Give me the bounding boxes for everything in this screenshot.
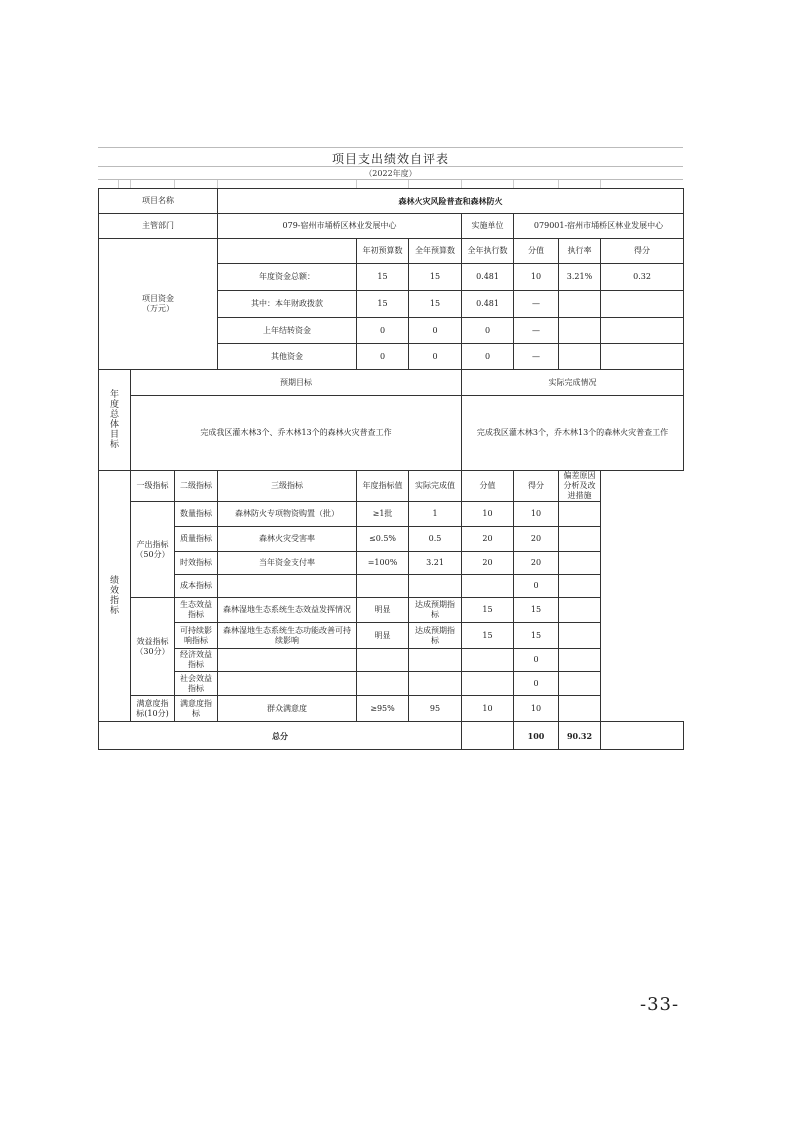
funds-header: 年初预算数 [357, 239, 409, 264]
indicator-target: ≥1批 [357, 502, 409, 527]
department-value: 079-宿州市埇桥区林业发展中心 [218, 214, 462, 239]
funds-score [601, 318, 684, 344]
indicator-actual: 95 [409, 696, 462, 722]
indicator-level2: 质量指标 [175, 527, 218, 552]
indicator-actual: 0.5 [409, 527, 462, 552]
indicator-actual: 1 [409, 502, 462, 527]
indicator-level3: 当年资金支付率 [218, 552, 357, 575]
table-title: 项目支出绩效自评表 [331, 152, 449, 166]
indicator-level3: 森林湿地生态系统生态效益发挥情况 [218, 598, 357, 623]
indicator-level2: 数量指标 [175, 502, 218, 527]
funds-initial: 0 [357, 318, 409, 344]
indicator-level2: 社会效益 指标 [175, 672, 218, 696]
funds-annual: 0 [409, 344, 462, 370]
indicators-label: 绩 效 指 标 [99, 471, 131, 722]
title-rule [98, 166, 683, 167]
indicator-score: 0 [514, 649, 559, 672]
indicator-score: 10 [514, 502, 559, 527]
funds-executed: 0.481 [462, 264, 514, 291]
indicator-deviation [559, 672, 601, 696]
indicator-level3: 森林湿地生态系统生态功能改善可持续影响 [218, 623, 357, 649]
indicator-value [462, 575, 514, 598]
goals-header-row [99, 370, 684, 396]
funds-label: 项目资金 （万元） [99, 239, 218, 370]
indicator-value [462, 672, 514, 696]
page-number: -33- [640, 994, 680, 1015]
indicator-target: ≥95% [357, 696, 409, 722]
goals-row [99, 396, 684, 471]
indicator-score: 15 [514, 598, 559, 623]
indicator-deviation [559, 623, 601, 649]
impl-unit-value: 079001-宿州市埇桥区林业发展中心 [514, 214, 684, 239]
funds-header: 得分 [601, 239, 684, 264]
indicator-level3 [218, 672, 357, 696]
project-label: 项目名称 [99, 189, 218, 214]
department-row [99, 214, 684, 239]
funds-annual: 0 [409, 318, 462, 344]
indicator-level3: 群众满意度 [218, 696, 357, 722]
indicator-value: 20 [462, 552, 514, 575]
indicator-row [99, 552, 684, 575]
funds-executed: 0 [462, 344, 514, 370]
indicator-deviation [559, 502, 601, 527]
total-deviation [601, 722, 684, 750]
indicator-target [357, 649, 409, 672]
project-row [99, 189, 684, 214]
total-row [99, 722, 684, 750]
indicator-value: 15 [462, 598, 514, 623]
indicator-score: 20 [514, 527, 559, 552]
indicator-deviation [559, 598, 601, 623]
indicator-row [99, 672, 684, 696]
indicator-level3 [218, 575, 357, 598]
funds-score-value: — [514, 318, 559, 344]
indicator-deviation [559, 527, 601, 552]
total-label: 总分 [99, 722, 462, 750]
indicator-row [99, 575, 684, 598]
indicator-value: 10 [462, 696, 514, 722]
indicator-target: 明显 [357, 598, 409, 623]
indicator-row [99, 527, 684, 552]
funds-initial: 15 [357, 291, 409, 318]
funds-row-name: 其他资金 [218, 344, 357, 370]
indicator-value: 20 [462, 527, 514, 552]
project-value: 森林火灾风险普查和森林防火 [218, 189, 684, 214]
indicators-header-row [99, 471, 684, 502]
indicator-actual: 3.21 [409, 552, 462, 575]
funds-row-name: 其中：本年财政拨款 [218, 291, 357, 318]
column-ticks [98, 180, 683, 188]
satisfaction-indicators-label: 满意度指 标(10分) [131, 696, 175, 722]
expected-goal-header: 预期目标 [131, 370, 462, 396]
funds-rate [559, 318, 601, 344]
indicator-actual [409, 575, 462, 598]
total-value: 100 [514, 722, 559, 750]
funds-header-blank [218, 239, 357, 264]
funds-rate [559, 291, 601, 318]
indicators-header: 实际完成值 [409, 471, 462, 502]
indicator-target [357, 672, 409, 696]
indicator-level2: 经济效益 指标 [175, 649, 218, 672]
actual-goal: 完成我区灌木林3个，乔木林13个的森林火灾普查工作 [462, 396, 684, 471]
actual-goal-header: 实际完成情况 [462, 370, 684, 396]
indicators-header: 年度指标值 [357, 471, 409, 502]
funds-executed: 0 [462, 318, 514, 344]
indicators-header: 得分 [514, 471, 559, 502]
funds-header: 执行率 [559, 239, 601, 264]
funds-row-name: 上年结转资金 [218, 318, 357, 344]
indicator-actual: 达成预期指 标 [409, 598, 462, 623]
total-score: 90.32 [559, 722, 601, 750]
indicator-deviation [559, 696, 601, 722]
indicator-value: 15 [462, 623, 514, 649]
funds-score: 0.32 [601, 264, 684, 291]
indicator-deviation [559, 649, 601, 672]
table-year: （2022年度） [364, 169, 417, 178]
impl-unit-label: 实施单位 [462, 214, 514, 239]
indicators-header: 二级指标 [175, 471, 218, 502]
indicator-score: 15 [514, 623, 559, 649]
funds-header: 全年预算数 [409, 239, 462, 264]
funds-score [601, 344, 684, 370]
indicator-row [99, 623, 684, 649]
indicator-row [99, 502, 684, 527]
funds-score [601, 291, 684, 318]
indicator-row [99, 649, 684, 672]
funds-score-value: — [514, 344, 559, 370]
indicator-actual [409, 672, 462, 696]
total-blank [462, 722, 514, 750]
funds-annual: 15 [409, 291, 462, 318]
funds-header-row [99, 239, 684, 264]
indicator-row [99, 696, 684, 722]
funds-rate [559, 344, 601, 370]
indicator-score: 0 [514, 575, 559, 598]
indicators-header: 一级指标 [131, 471, 175, 502]
indicator-level3 [218, 649, 357, 672]
indicator-deviation [559, 552, 601, 575]
funds-executed: 0.481 [462, 291, 514, 318]
funds-initial: 0 [357, 344, 409, 370]
indicator-target: ≤0.5% [357, 527, 409, 552]
funds-header: 分值 [514, 239, 559, 264]
indicator-level2: 时效指标 [175, 552, 218, 575]
funds-score-value: 10 [514, 264, 559, 291]
indicator-actual [409, 649, 462, 672]
indicator-target: =100% [357, 552, 409, 575]
funds-rate: 3.21% [559, 264, 601, 291]
indicator-level2: 满意度指 标 [175, 696, 218, 722]
indicator-target: 明显 [357, 623, 409, 649]
performance-table [98, 188, 684, 750]
indicator-deviation [559, 575, 601, 598]
funds-row-name: 年度资金总额： [218, 264, 357, 291]
indicator-level3: 森林火灾受害率 [218, 527, 357, 552]
expected-goal: 完成我区灌木林3个、乔木林13个的森林火灾普查工作 [131, 396, 462, 471]
goals-label: 年 度 总 体 目 标 [99, 370, 131, 471]
indicators-header: 分值 [462, 471, 514, 502]
indicator-score: 10 [514, 696, 559, 722]
indicator-target [357, 575, 409, 598]
indicator-level2: 成本指标 [175, 575, 218, 598]
indicator-actual: 达成预期指 标 [409, 623, 462, 649]
indicator-level2: 可持续影 响指标 [175, 623, 218, 649]
indicator-row [99, 598, 684, 623]
funds-score-value: — [514, 291, 559, 318]
indicator-score: 20 [514, 552, 559, 575]
top-rule [98, 147, 683, 148]
indicator-level2: 生态效益 指标 [175, 598, 218, 623]
indicators-header: 三级指标 [218, 471, 357, 502]
funds-initial: 15 [357, 264, 409, 291]
indicator-level3: 森林防火专项物资购置（批） [218, 502, 357, 527]
benefit-indicators-label: 效益指标 （30分） [131, 598, 175, 696]
output-indicators-label: 产出指标 （50分） [131, 502, 175, 598]
indicator-value [462, 649, 514, 672]
indicator-score: 0 [514, 672, 559, 696]
department-label: 主管部门 [99, 214, 218, 239]
indicators-header: 偏差原因分析及改进措施 [559, 471, 601, 502]
indicator-value: 10 [462, 502, 514, 527]
funds-header: 全年执行数 [462, 239, 514, 264]
funds-annual: 15 [409, 264, 462, 291]
